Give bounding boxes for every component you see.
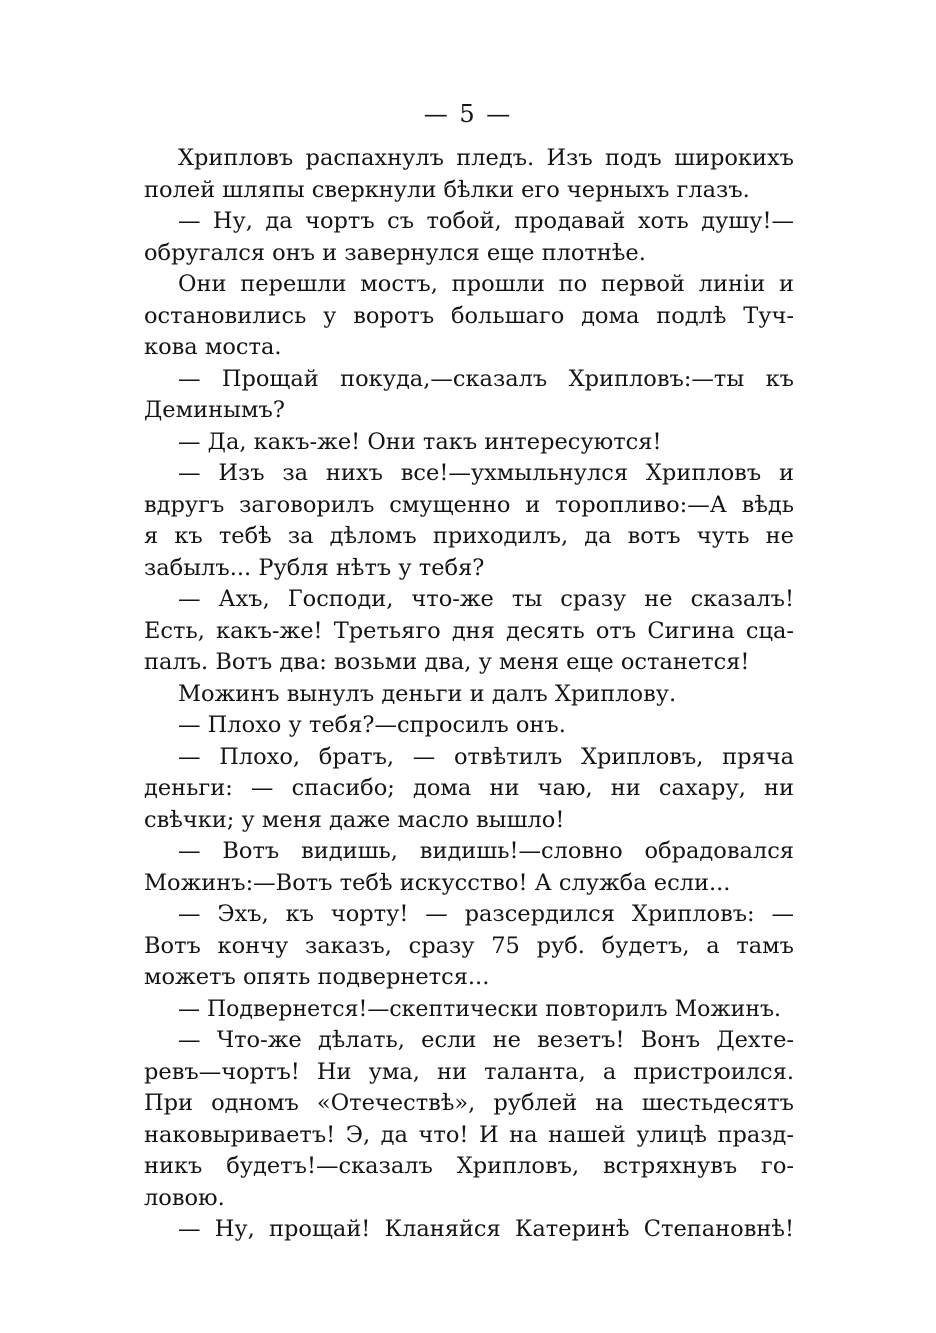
text-line: полей шляпы сверкнули бѣлки его черныхъ глазъ. — [144, 176, 750, 203]
text-line: свѣчки; у меня даже масло вышло! — [144, 806, 565, 833]
text-line: остановились у воротъ большаго дома подлѣ Туч- — [144, 302, 794, 329]
page-number: — 5 — — [423, 100, 513, 128]
text-line: — Плохо у тебя?—спросилъ онъ. — [178, 712, 566, 738]
text-line: обругался онъ и завернулся еще плотнѣе. — [144, 239, 646, 266]
body-text — [144, 143, 794, 1246]
text-line: — Ну, да чортъ съ тобой, продавай хоть душу!— — [178, 208, 794, 234]
text-line: я къ тебѣ за дѣломъ приходилъ, да вотъ чуть не — [144, 523, 794, 549]
text-line: палъ. Вотъ два: возьми два, у меня еще останется! — [144, 649, 750, 675]
text-line: — Прощай покуда,—сказалъ Хрипловъ:—ты къ — [178, 365, 794, 392]
text-line: — Изъ за нихъ все!—ухмыльнулся Хрипловъ и — [178, 460, 794, 486]
text-line: — Эхъ, къ чорту! — разсердился Хрипловъ: — — [178, 901, 794, 927]
text-line: вдругъ заговорилъ смущенно и торопливо:—А вѣдь — [144, 491, 794, 518]
text-line: кова моста. — [144, 334, 282, 360]
text-line: ловою. — [144, 1184, 225, 1211]
text-line: наковыриваетъ! Э, да что! И на нашей улицѣ празд- — [144, 1121, 794, 1148]
text-line: Хрипловъ распахнулъ пледъ. Изъ подъ широкихъ — [178, 145, 794, 171]
text-line: — Подвернется!—скептически повторилъ Можинъ. — [178, 996, 781, 1022]
text-line: ревъ—чортъ! Ни ума, ни таланта, а пристроился. — [144, 1058, 794, 1085]
text-line: — Плохо, братъ, — отвѣтилъ Хрипловъ, пряча — [178, 743, 794, 770]
text-line: никъ будетъ!—сказалъ Хрипловъ, встряхнувъ го- — [144, 1153, 794, 1179]
text-line: — Ну, прощай! Кланяйся Катеринѣ Степановнѣ! — [178, 1216, 794, 1242]
text-line: можетъ опять подвернется... — [144, 964, 490, 990]
text-line: Можинъ вынулъ деньги и далъ Хриплову. — [178, 680, 677, 707]
text-line: Они перешли мостъ, прошли по первой линіи и — [178, 271, 794, 297]
text-line: — Ахъ, Господи, что-же ты сразу не сказалъ! — [178, 586, 794, 612]
text-line: забылъ... Рубля нѣтъ у тебя? — [144, 554, 485, 581]
text-line: — Да, какъ-же! Они такъ интересуются! — [178, 428, 662, 455]
text-line: Можинъ:—Вотъ тебѣ искусство! А служба если... — [144, 869, 731, 896]
text-line: Есть, какъ-же! Третьяго дня десять отъ Сигина сца- — [144, 617, 794, 644]
text-line: деньги: — спасибо; дома ни чаю, ни сахару, ни — [144, 775, 794, 801]
text-line: — Вотъ видишь, видишь!—словно обрадовался — [178, 838, 794, 864]
text-line: При одномъ «Отечествѣ», рублей на шестьдесятъ — [144, 1090, 794, 1116]
text-line: Вотъ кончу заказъ, сразу 75 руб. будетъ, а тамъ — [144, 932, 794, 959]
text-line: Деминымъ? — [144, 397, 285, 423]
text-line: — Что-же дѣлать, если не везетъ! Вонъ Дехте- — [178, 1027, 794, 1053]
